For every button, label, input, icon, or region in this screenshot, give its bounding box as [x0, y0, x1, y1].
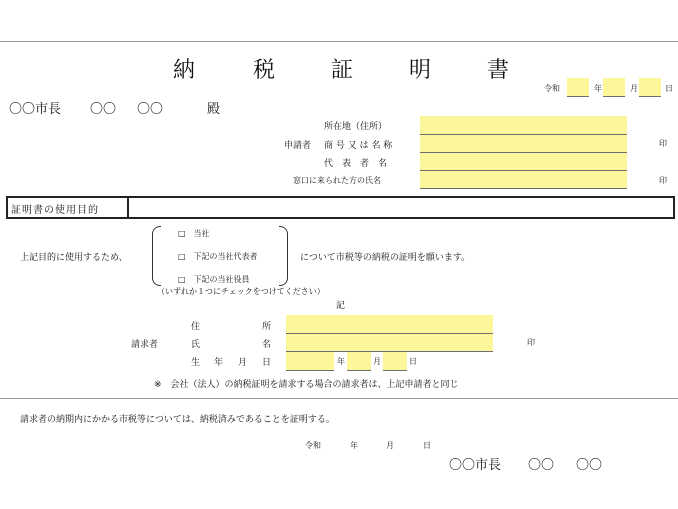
applicant-window-label: 窓口に来られた方の氏名 — [293, 176, 381, 185]
title-char: 証 — [331, 58, 354, 83]
era-label: 令和 — [544, 84, 560, 93]
day-field[interactable] — [639, 78, 661, 96]
applicant-group-label: 申請者 — [284, 141, 312, 151]
cert-day-label: 日 — [423, 441, 431, 450]
section-divider — [0, 398, 678, 399]
requester-dob-label-d: 日 — [262, 358, 272, 368]
request-lead: 上記目的に使用するため、 — [20, 253, 128, 263]
applicant-company-label: 商 号 又 は 名 称 — [324, 141, 393, 151]
cert-month-label: 月 — [386, 441, 394, 450]
purpose-divider — [127, 196, 129, 219]
ki-mark: 記 — [336, 301, 346, 311]
option-company[interactable]: □ 当社 — [178, 229, 210, 238]
requester-name-label-b: 名 — [262, 340, 272, 350]
year-field[interactable] — [567, 78, 589, 96]
month-label: 月 — [630, 84, 638, 93]
purpose-input[interactable] — [131, 199, 671, 216]
title-char: 税 — [253, 58, 276, 83]
title-char: 書 — [487, 58, 510, 83]
request-note: （いずれか１つにチェックをつけてください） — [157, 287, 325, 296]
option-officer[interactable]: □ 下記の当社役員 — [178, 275, 250, 284]
addressee-mayor: 〇〇市長 — [9, 102, 62, 117]
applicant-window-underline — [420, 188, 627, 189]
title-char: 明 — [409, 58, 432, 83]
dob-year-underline — [286, 370, 334, 371]
certification-text: 請求者の納期内にかかる市税等については、納税済みであることを証明する。 — [20, 415, 335, 425]
notice-text: ※ 会社（法人）の納税証明を請求する場合の請求者は、上記申請者と同じ — [154, 380, 459, 390]
issuer-name2: 〇〇 — [576, 458, 603, 473]
request-tail: について市税等の納税の証明を願います。 — [300, 253, 471, 263]
year-field-underline — [567, 96, 589, 97]
requester-name-field[interactable] — [286, 334, 493, 351]
requester-name-label-a: 氏 — [191, 340, 201, 350]
applicant-window-field[interactable] — [420, 171, 627, 188]
requester-dob-label-c: 月 — [238, 358, 248, 368]
addressee-honorific: 殿 — [207, 102, 221, 117]
year-label: 年 — [594, 84, 602, 93]
requester-dob-label-a: 生 — [191, 358, 201, 368]
requester-address-field[interactable] — [286, 315, 493, 333]
applicant-address-field[interactable] — [420, 116, 627, 134]
title-char: 納 — [173, 58, 196, 83]
applicant-company-field[interactable] — [420, 135, 627, 152]
requester-dob-label-b: 年 — [214, 358, 224, 368]
applicant-seal-2: 印 — [659, 176, 667, 185]
applicant-seal-1: 印 — [659, 139, 667, 148]
requester-group-label: 請求者 — [131, 340, 159, 350]
dob-month-underline — [347, 370, 371, 371]
applicant-rep-field[interactable] — [420, 153, 627, 170]
applicant-rep-label: 代 表 者 名 — [324, 159, 388, 169]
issuer-mayor: 〇〇市長 — [449, 458, 502, 473]
dob-day-field[interactable] — [383, 352, 407, 370]
addressee-name1: 〇〇 — [90, 102, 117, 117]
dob-day-unit: 日 — [409, 357, 417, 366]
options-bracket-left — [152, 226, 161, 286]
cert-era-label: 令和 — [305, 441, 321, 450]
month-field[interactable] — [603, 78, 625, 96]
requester-seal: 印 — [527, 338, 535, 347]
day-label: 日 — [665, 84, 673, 93]
day-field-underline — [639, 96, 661, 97]
dob-day-underline — [383, 370, 407, 371]
option-representative[interactable]: □ 下記の当社代表者 — [178, 252, 258, 261]
purpose-label: 証明書の使用目的 — [11, 205, 99, 216]
options-bracket-right — [279, 226, 288, 286]
requester-address-label-b: 所 — [262, 322, 272, 332]
addressee-name2: 〇〇 — [137, 102, 164, 117]
applicant-address-label: 所在地（住所） — [324, 122, 388, 132]
month-field-underline — [603, 96, 625, 97]
cert-year-label: 年 — [350, 441, 358, 450]
requester-address-label-a: 住 — [191, 322, 201, 332]
dob-year-field[interactable] — [286, 352, 334, 370]
top-rule — [0, 41, 678, 42]
dob-month-field[interactable] — [347, 352, 371, 370]
issuer-name1: 〇〇 — [528, 458, 555, 473]
dob-month-unit: 月 — [373, 357, 381, 366]
dob-year-unit: 年 — [337, 357, 345, 366]
